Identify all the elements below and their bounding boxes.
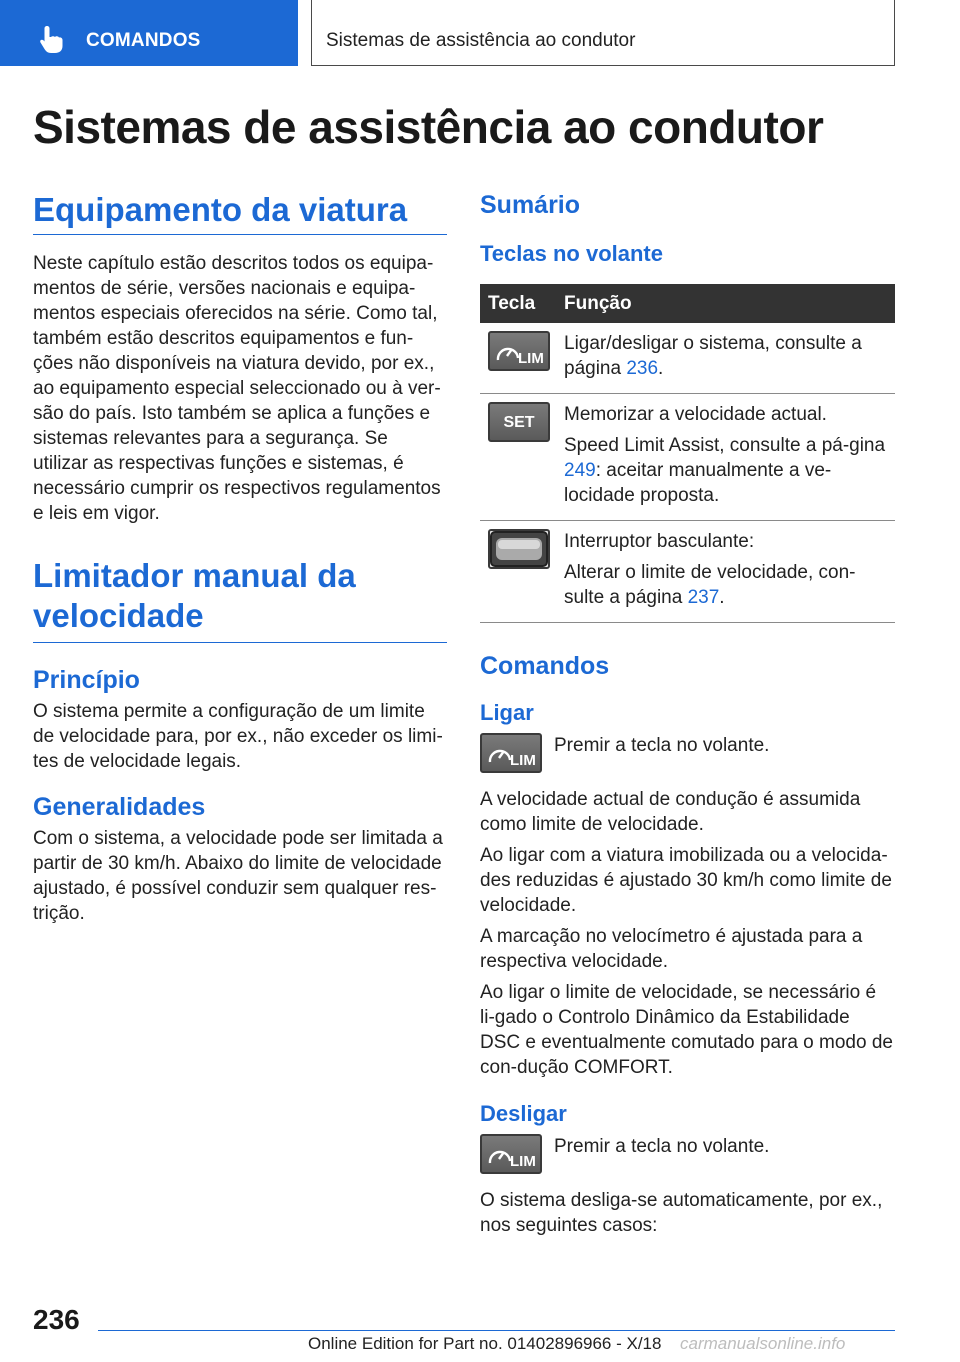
equipment-paragraph: Neste capítulo estão descritos todos os equipa-mentos de série, versões nacionais e equipa-mentos especiais oferecidos na série. Como tal, também estão descritos equipamentos e fun-ções não disponíveis na viatura devido, por ex., ao equipamento especial seleccionado ou à ver-são do país. Isto também se aplica a funções e sistemas relevantes para a segurança. Se utilizar as respectivas funções e sistemas, é necessário cumprir os respectivos regulamentos e leis em vigor. [33,253,441,524]
principle-heading: Princípio [33,666,140,694]
lim-button-icon [480,1134,542,1174]
wheel-keys-table [480,284,895,623]
col-header-function: Função [556,284,895,323]
section-tab-label: COMANDOS [86,30,201,51]
page-link[interactable]: 237 [687,587,720,608]
on-key-text: Premir a tecla no volante. [554,735,770,756]
hand-pointer-icon [38,24,66,54]
table-row [480,521,895,623]
on-key-block [480,733,895,773]
row1-line1: Ligar/desligar o sistema, consulte a página 236. [564,333,862,379]
row2-line2: Speed Limit Assist, consulte a pá-gina 249: aceitar manualmente a ve-locidade proposta. [564,435,886,506]
page-link[interactable]: 249 [564,460,596,481]
summary-heading: Sumário [480,191,581,219]
col-header-key: Tecla [480,284,556,323]
right-column [480,190,895,1238]
watermark: carmanualsonline.info [680,1334,846,1353]
limiter-heading: Limitador manual da velocidade [33,556,447,643]
on-paragraph-2: Ao ligar com a viatura imobilizada ou a velocida-des reduzidas é ajustado 30 km/h como limite de velocidade. [480,845,892,916]
general-paragraph: Com o sistema, a velocidade pode ser limitada a partir de 30 km/h. Abaixo do limite de velocidade ajustado, é possível conduzir sem qualquer res-trição. [33,828,443,924]
off-heading: Desligar [480,1101,567,1126]
off-key-block [480,1134,895,1174]
off-paragraph: O sistema desliga-se automaticamente, por ex., nos seguintes casos: [480,1190,883,1236]
svg-text:LIM: LIM [510,752,536,769]
left-column [33,190,447,926]
svg-text:LIM: LIM [518,350,544,367]
lim-button-icon [480,733,542,773]
controls-heading: Comandos [480,652,610,680]
section-tab-commands[interactable] [0,0,298,66]
equipment-heading: Equipamento da viatura [33,190,447,235]
on-heading: Ligar [480,700,534,725]
table-row [480,394,895,521]
general-heading: Generalidades [33,793,206,821]
on-paragraph-4: Ao ligar o limite de velocidade, se necessário é li-gado o Controlo Dinâmico da Estabilidade DSC e eventualmente comutado para o modo de con-dução COMFORT. [480,982,893,1078]
principle-paragraph: O sistema permite a configuração de um limite de velocidade para, por ex., não exceder os limi-tes de velocidade legais. [33,701,443,772]
row2-line1: Memorizar a velocidade actual. [564,404,827,425]
page-footer [0,1290,960,1362]
table-header-row [480,284,895,323]
page-number: 236 [33,1304,80,1335]
context-tab[interactable] [311,0,895,66]
wheel-keys-heading: Teclas no volante [480,241,663,266]
on-paragraph-3: A marcação no velocímetro é ajustada para a respectiva velocidade. [480,926,863,972]
set-button-icon: SET [488,402,550,442]
row3-line2: Alterar o limite de velocidade, con-sulte a página 237. [564,562,856,608]
row3-line1: Interruptor basculante: [564,531,755,552]
table-row [480,323,895,394]
page-title: Sistemas de assistência ao condutor [33,101,824,153]
svg-text:LIM: LIM [510,1153,536,1170]
on-paragraph-1: A velocidade actual de condução é assumida como limite de velocidade. [480,789,861,835]
off-key-text: Premir a tecla no volante. [554,1136,770,1157]
page-link[interactable]: 236 [626,358,659,379]
rocker-switch-icon [488,529,550,569]
edition-text: Online Edition for Part no. 01402896966 - X/18 [308,1334,662,1353]
lim-button-icon [488,331,550,371]
context-tab-label: Sistemas de assistência ao condutor [326,30,636,51]
top-bar [0,0,960,66]
footer-divider [98,1330,895,1331]
